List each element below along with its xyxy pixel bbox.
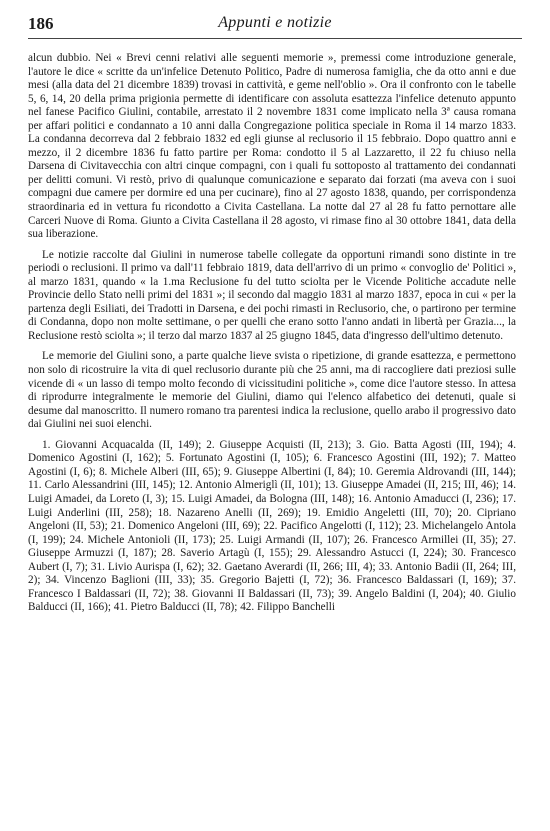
paragraph: Le notizie raccolte dal Giulini in numerose tabelle collegate da opportuni rimandi sono distinte in tre periodi o reclusioni. Il primo va dall'11 febbraio 1819, data dell'arrivo di un primo « convoglio de' Politici », al marzo 1831, quando « la 1.ma Reclusione fu del tutto sciolta per le Vicende Politiche accadute nelle Provincie dello Stato nelli primi del 1831 »; il secondo dal maggio 1831 al marzo 1837, epoca in cui « per la partenza degli Esiliati, dei Tradotti in Darsena, e dei pochi rimasti in Reclusorio, che, o partirono per termine di Condanna, dopo non molte settimane, o per quelli che erano sotto l'anno andati in libertà per Grazia..., la Reclusione restò sciolta »; il terzo dal marzo 1837 al 25 giugno 1845, data d'ingresso dell'ultimo detenuto. [28,248,516,342]
page-header [28,12,522,36]
running-title: Appunti e notizie [218,14,332,31]
page-number: 186 [28,14,54,33]
page-body [28,52,516,615]
header-rule [28,38,522,39]
paragraph: Le memorie del Giulini sono, a parte qualche lieve svista o ripetizione, di grande esattezza, e permettono non solo di ricostruire la vita di quel reclusorio durante più che 25 anni, ma di raccogliere dati preziosi sulle vicende di « un lasso di tempo molto fecondo di vicissitudini politiche », come dice l'autore stesso. In attesa di riprodurre integralmente le memorie del Giulini, diamo qui l'elenco alfabetico dei detenuti, quale si desume dal manoscritto. Il numero romano tra parentesi indica la reclusione, quello arabo il progressivo dato dai Giulini nei suoi elenchi. [28,350,516,431]
paragraph: alcun dubbio. Nei « Brevi cenni relativi alle seguenti memorie », premessi come introduzione generale, l'autore le dice « scritte da un'infelice Detenuto Politico, Padre di numerosa famiglia, che da otto anni e due mesi (alla data del 21 dicembre 1839) trovasi in cattività, e geme nell'oblio ». Ora il confronto con le tabelle 5, 6, 14, 20 della prima prigionia permette di identificare con assoluta esattezza l'infelice detenuto appunto nel fanese Pacifico Giulini, contabile, arrestato il 2 novembre 1831 come implicato nella 3ª causa romana per affari politici e condannato a 10 anni dalla Congregazione politica speciale in Roma il 14 marzo 1833. La condanna decorreva dal 2 febbraio 1832 ed egli giunse al reclusorio il 15 febbraio. Dopo quattro anni e mezzo, il 2 dicembre 1836 fu fatto partire per Roma: condotto il 5 al Lazzaretto, il 22 fu chiuso nella Darsena di Civitavecchia con altri cinque compagni, con i quali fu sottoposto al trattamento dei condannati per delitti comuni. Vi restò, privo di qualunque comunicazione e separato dai forzati (ma aveva con i suoi compagni due camere per dormire ed una per cucinare), fino al 27 agosto 1838, quando, per corrispondenza straordinaria ed in vettura fu ricondotto a Civita Castellana. La notte dal 27 al 28 fu fatto pernottare alle Carceri Nuove di Roma. Giunto a Civita Castellana il 28 agosto, vi rimase fino al 30 ottobre 1841, data della sua liberazione. [28,52,516,241]
detainee-list: 1. Giovanni Acquacalda (II, 149); 2. Giuseppe Acquisti (II, 213); 3. Gio. Batta Agosti (III, 194); 4. Domenico Agostini (I, 162); 5. Fortunato Agostini (I, 105); 6. Francesco Agostini (III, 192); 7. Matteo Agostini (I, 6); 8. Michele Alberi (III, 65); 9. Giuseppe Albertini (I, 84); 10. Geremia Aldrovandi (III, 144); 11. Carlo Alessandrini (III, 145); 12. Antonio Almeriglì (II, 101); 13. Giuseppe Amadei (II, 215; III, 46); 14. Luigi Amadei, da Loreto (I, 3); 15. Luigi Amadei, da Bologna (III, 148); 16. Antonio Amaducci (I, 236); 17. Luigi Anderlini (III, 258); 18. Nazareno Anelli (II, 269); 19. Emidio Angeletti (III, 70); 20. Cipriano Angeloni (II, 53); 21. Domenico Angeloni (III, 69); 22. Pacifico Angelotti (I, 112); 23. Michelangelo Antola (I, 199); 24. Michele Antonioli (II, 173); 25. Luigi Armandi (II, 107); 26. Francesco Armillei (II, 35); 27. Giuseppe Armuzzi (I, 187); 28. Saverio Artagù (I, 155); 29. Alessandro Astucci (I, 224); 30. Francesco Aubert (I, 7); 31. Livio Aurispa (I, 62); 32. Gaetano Averardi (II, 266; III, 4); 33. Antonio Badii (II, 264; III, 2); 34. Vincenzo Baglioni (III, 33); 35. Gregorio Bajetti (I, 72); 36. Francesco Baldassari (I, 169); 37. Francesco I Baldassari (II, 72); 38. Giovanni II Baldassari (II, 73); 39. Angelo Baldini (I, 204); 40. Giulio Balducci (II, 166); 41. Pietro Balducci (II, 78); 42. Filippo Banchelli [28,438,516,614]
